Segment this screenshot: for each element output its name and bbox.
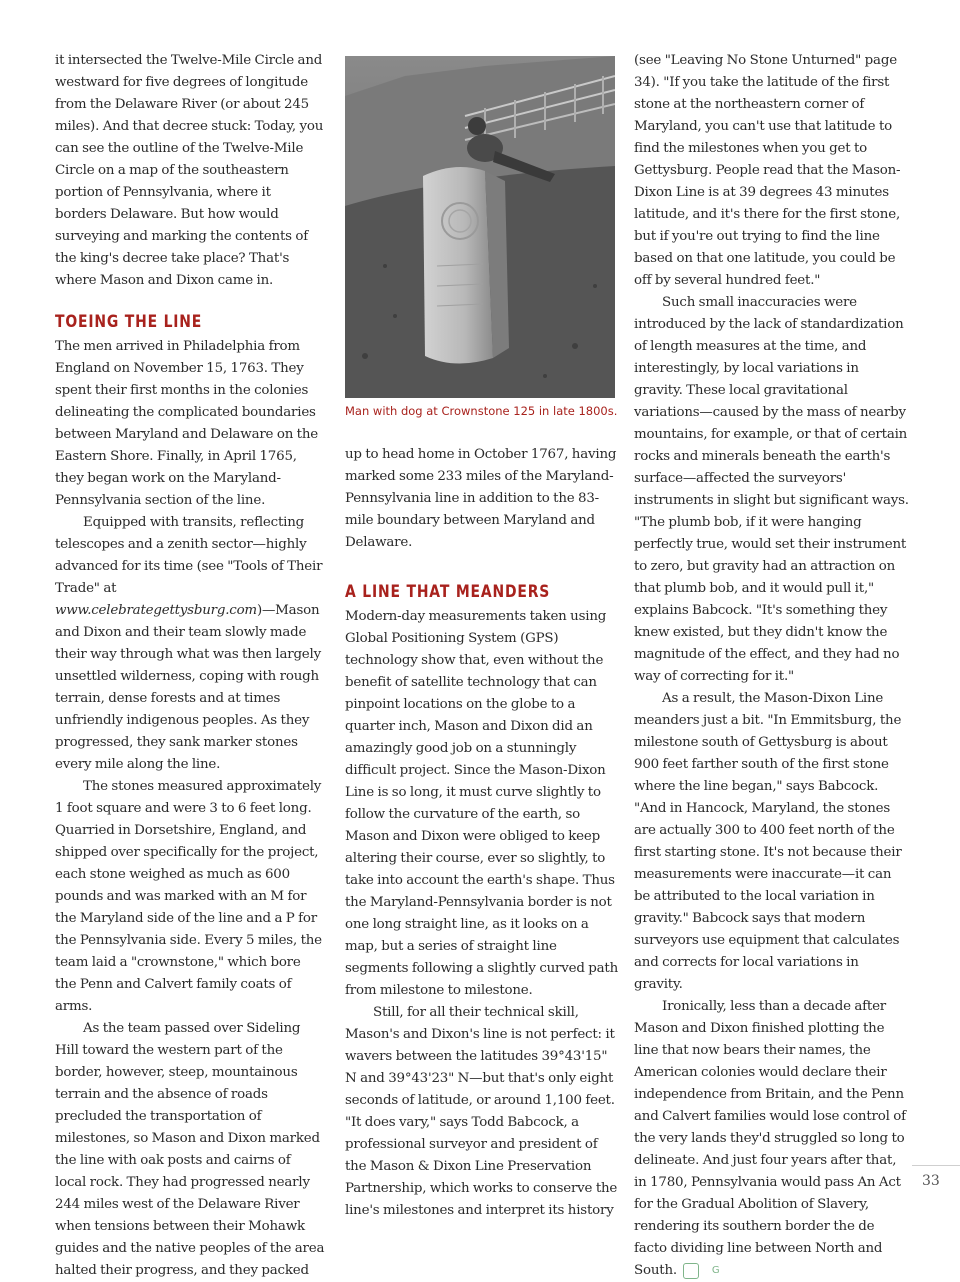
- paragraph-text: Equipped with transits, reflecting telescopes and a zenith sector—highly advanced for its time (see "Tools of Their Trade" at: [55, 515, 323, 596]
- section-heading-toeing-the-line: TOEING THE LINE: [55, 312, 203, 332]
- paragraph: The men arrived in Philadelphia from England on November 15, 1763. They spent their first months in the colonies delineating the complicated boundaries between Maryland and Delaware on the Eastern Shore. Finally, in April 1765, they began work on the Maryland-Pennsylvania section of the line.: [55, 339, 319, 508]
- crownstone-photo-illustration: [345, 56, 615, 398]
- photo-caption: Man with dog at Crownstone 125 in late 1800s.: [345, 404, 618, 418]
- paragraph: [55, 512, 325, 776]
- column-2: [345, 50, 620, 1222]
- paragraph: up to head home in October 1767, having marked some 233 miles of the Maryland-Pennsylvania line in addition to the 83-mile boundary between Maryland and Delaware.: [345, 447, 617, 550]
- paragraph: Such small inaccuracies were introduced by the lack of standardization of length measures at the time, and interestingly, by local variations in gravity. These local gravitational variations—caused by the mass of nearby mountains, for example, or that of certain rocks and minerals beneath the earth's surface—affected the surveyors' instruments in slight but significant ways. "The plumb bob, if it were hanging perfectly true, would set their instrument to zero, but gravity had an attraction on that plumb bob, and it would pull it," explains Babcock. "It's something they knew existed, but they didn't know the magnitude of the effect, and they had no way of correcting for it.": [634, 295, 909, 684]
- paragraph: Still, for all their technical skill, Mason's and Dixon's line is not perfect: it wavers between the latitudes 39°43'15" N and 39°43'23" N—but that's only eight seconds of latitude, or around 1,100 feet. "It does vary," says Todd Babcock, a professional surveyor and president of the Mason & Dixon Line Preservation Partnership, which works to conserve the line's milestones and interpret its history: [345, 1005, 618, 1218]
- column-3: [634, 50, 909, 1282]
- column-1: [55, 50, 325, 1282]
- paragraph-text: )—Mason and Dixon and their team slowly made their way through what was then largely unsettled wilderness, coping with rough terrain, dense forests and at times unfriendly indigenous peoples. As they progressed, they sank marker stones every mile along the line.: [55, 603, 321, 772]
- paragraph: (see "Leaving No Stone Unturned" page 34). "If you take the latitude of the first stone at the northeastern corner of Maryland, you can't use that latitude to find the milestones when you get to Gettysburg. People read that the Mason-Dixon Line is at 39 degrees 43 minutes latitude, and it's there for the first stone, but if you're out trying to find the line based on that one latitude, you could be off by several hundred feet.": [634, 53, 901, 288]
- paragraph-text: Ironically, less than a decade after Mason and Dixon finished plotting the line that now bears their names, the American colonies would declare their independence from Britain, and the Penn and Calvert families would lose control of the very lands they'd struggled so long to delineate. And just four years after that, in 1780, Pennsylvania would pass An Act for the Gradual Abolition of Slavery, rendering its southern border the de facto dividing line between North and South.: [634, 999, 906, 1278]
- paragraph: As a result, the Mason-Dixon Line meanders just a bit. "In Emmitsburg, the milestone south of Gettysburg is about 900 feet farther south of the first stone where the line began," says Babcock. "And in Hancock, Maryland, the stones are actually 300 to 400 feet north of the first starting stone. It's not because their measurements were inaccurate—it can be attributed to the local variation in gravity." Babcock says that modern surveyors use equipment that calculates and corrects for local variations in gravity.: [634, 691, 902, 992]
- paragraph: Modern-day measurements taken using Global Positioning System (GPS) technology show that, even without the benefit of satellite technology that can pinpoint locations on the globe to a quarter inch, Mason and Dixon did an amazingly good job on a stunningly difficult project. Since the Mason-Dixon Line is so long, it must curve slightly to follow the curvature of the earth, so Mason and Dixon were obliged to keep altering their course, ever so slightly, to take into account the earth's shape. Thus the Maryland-Pennsylvania border is not one long straight line, as it looks on a map, but a series of straight line segments following a slightly curved path from milestone to milestone.: [345, 609, 619, 998]
- footer-rule: [912, 1165, 960, 1166]
- paragraph: it intersected the Twelve-Mile Circle and westward for five degrees of longitude from the Delaware River (or about 245 miles). And that decree stuck: Today, you can see the outline of the Twelve-Mile Circle on a map of the southeastern portion of Pennsylvania, where it borders Delaware. But how would surveying and marking the contents of the king's decree take place? That's where Mason and Dixon came in.: [55, 53, 324, 288]
- website-link[interactable]: www.celebrategettysburg.com: [55, 603, 257, 618]
- end-of-article-icon: G: [683, 1263, 699, 1279]
- paragraph: The stones measured approximately 1 foot square and were 3 to 6 feet long. Quarried in Dorsetshire, England, and shipped over specifically for the project, each stone weighed as much as 600 pounds and was marked with an M for the Maryland side of the line and a P for the Pennsylvania side. Every 5 miles, the team laid a "crownstone," which bore the Penn and Calvert family coats of arms.: [55, 779, 322, 1014]
- paragraph: As the team passed over Sideling Hill toward the western part of the border, however, steep, mountainous terrain and the absence of roads precluded the transportation of milestones, so Mason and Dixon marked the line with oak posts and cairns of local rock. They had progressed nearly 244 miles west of the Delaware River when tensions between their Mohawk guides and the native peoples of the area halted their progress, and they packed: [55, 1021, 325, 1278]
- paragraph: [634, 996, 909, 1282]
- section-heading-a-line-that-meanders: A LINE THAT MEANDERS: [345, 582, 551, 602]
- page-number: 33: [922, 1173, 940, 1189]
- crownstone-photo: [345, 56, 615, 398]
